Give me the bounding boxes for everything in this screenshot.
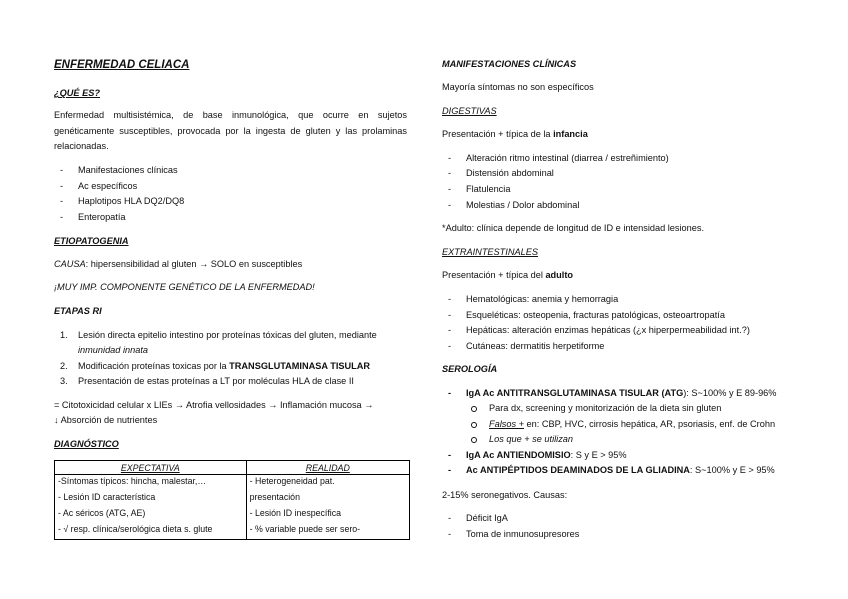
table-cell: - Lesión ID característica bbox=[55, 491, 247, 507]
table-row bbox=[55, 475, 410, 492]
sero-1-sub-2 bbox=[489, 419, 775, 429]
table-cell: - Lesión ID inespecífica bbox=[246, 507, 409, 523]
causa-text: : hipersensibilidad al gluten → SOLO en susceptibles bbox=[85, 259, 303, 269]
etapa-2 bbox=[78, 361, 370, 371]
sero-item-1 bbox=[466, 388, 776, 398]
dig-pres-bold: infancia bbox=[553, 129, 588, 139]
table-cell: - % variable puede ser sero- bbox=[246, 523, 409, 540]
table-cell: -Síntomas típicos: hincha, malestar,… bbox=[55, 475, 247, 492]
mayoria-text: Mayoría síntomas no son específicos bbox=[442, 82, 594, 92]
list-item: Distensión abdominal bbox=[466, 168, 554, 178]
sero-1-sub-1: Para dx, screening y monitorización de la dieta sin gluten bbox=[489, 403, 722, 413]
list-number: 1. bbox=[60, 330, 68, 340]
cascade-line-1: = Citotoxicidad celular x LIEs → Atrofia vellosidades → Inflamación mucosa → bbox=[54, 400, 374, 410]
bullet-dash: - bbox=[60, 165, 64, 175]
cascade-line-2: ↓ Absorción de nutrientes bbox=[54, 415, 158, 425]
list-item: Molestias / Dolor abdominal bbox=[466, 200, 580, 210]
table-cell: - √ resp. clínica/serológica dieta s. glute bbox=[55, 523, 247, 540]
table-cell: - Ac séricos (ATG, AE) bbox=[55, 507, 247, 523]
list-item: Manifestaciones clínicas bbox=[78, 165, 178, 175]
adulto-note: *Adulto: clínica depende de longitud de ID e intensidad lesiones. bbox=[442, 223, 705, 233]
bullet-dash: - bbox=[60, 196, 64, 206]
bullet-dash: - bbox=[448, 465, 452, 475]
extra-pres-bold: adulto bbox=[545, 270, 573, 280]
sero-2-bold: IgA Ac ANTIENDOMISIO bbox=[466, 450, 571, 460]
extraintestinales-heading: EXTRAINTESTINALES bbox=[442, 247, 538, 257]
list-item: Cutáneas: dermatitis herpetiforme bbox=[466, 341, 605, 351]
etapa-2-bold: TRANSGLUTAMINASA TISULAR bbox=[229, 361, 371, 371]
etapa-1-italic: inmunidad innata bbox=[78, 345, 148, 355]
list-item: Haplotipos HLA DQ2/DQ8 bbox=[78, 196, 185, 206]
list-item: Déficit IgA bbox=[466, 513, 508, 523]
bullet-dash: - bbox=[448, 310, 452, 320]
extra-presentation bbox=[442, 270, 573, 280]
bullet-dash: - bbox=[60, 181, 64, 191]
list-item: Flatulencia bbox=[466, 184, 511, 194]
digestivas-heading: DIGESTIVAS bbox=[442, 106, 497, 116]
bullet-dash: - bbox=[448, 168, 452, 178]
bullet-dash: - bbox=[448, 341, 452, 351]
list-number: 3. bbox=[60, 376, 68, 386]
diagnosis-table bbox=[54, 460, 410, 540]
list-item: Enteropatía bbox=[78, 212, 126, 222]
dig-pres-text: Presentación + típica de la bbox=[442, 129, 554, 139]
list-number: 2. bbox=[60, 361, 68, 371]
table-row bbox=[55, 507, 410, 523]
circle-bullet-icon bbox=[471, 437, 477, 443]
table-header-row bbox=[55, 461, 410, 475]
sero-1-bold: IgA Ac ANTITRANSGLUTAMINASA TISULAR (ATG bbox=[466, 388, 684, 398]
list-item: Toma de inmunosupresores bbox=[466, 529, 580, 539]
falsos-positivos-label: Falsos + bbox=[489, 419, 524, 429]
genetic-note: ¡MUY IMP. COMPONENTE GENÉTICO DE LA ENFERMEDAD! bbox=[54, 282, 315, 292]
circle-bullet-icon bbox=[471, 406, 477, 412]
bullet-dash: - bbox=[448, 529, 452, 539]
page-title: ENFERMEDAD CELIACA bbox=[54, 59, 190, 71]
bullet-dash: - bbox=[60, 212, 64, 222]
bullet-dash: - bbox=[448, 513, 452, 523]
sero-3-bold: Ac ANTIPÉPTIDOS DEAMINADOS DE LA GLIADINA bbox=[466, 465, 690, 475]
etapa-3-text: Presentación de estas proteínas a LT por moléculas HLA de clase II bbox=[78, 376, 354, 386]
sero-2-rest: : S y E > 95% bbox=[570, 450, 627, 460]
bullet-dash: - bbox=[448, 294, 452, 304]
causa-label: CAUSA bbox=[54, 259, 86, 269]
etiopatogenia-heading: ETIOPATOGENIA bbox=[54, 236, 129, 246]
causa-line bbox=[54, 259, 302, 269]
circle-bullet-icon bbox=[471, 422, 477, 428]
diagnostico-heading: DIAGNÓSTICO bbox=[54, 439, 119, 449]
list-item: Esqueléticas: osteopenia, fracturas patológicas, osteoartropatía bbox=[466, 310, 725, 320]
table-row bbox=[55, 491, 410, 507]
sero-item-3 bbox=[466, 465, 775, 475]
falsos-positivos-text: en: CBP, HVC, cirrosis hepática, AR, psoriasis, enf. de Crohn bbox=[523, 419, 776, 429]
table-row bbox=[55, 523, 410, 540]
list-item: Hematológicas: anemia y hemorragia bbox=[466, 294, 619, 304]
sero-item-2 bbox=[466, 450, 627, 460]
bullet-dash: - bbox=[448, 325, 452, 335]
bullet-dash: - bbox=[448, 153, 452, 163]
bullet-dash: - bbox=[448, 450, 452, 460]
serologia-heading: SEROLOGÍA bbox=[442, 364, 498, 374]
bullet-dash: - bbox=[448, 184, 452, 194]
list-item: Alteración ritmo intestinal (diarrea / estreñimiento) bbox=[466, 153, 669, 163]
etapas-heading: ETAPAS RI bbox=[54, 306, 102, 316]
list-item: Hepáticas: alteración enzimas hepáticas (¿x hiperpermeabilidad int.?) bbox=[466, 325, 750, 335]
definition-paragraph: Enfermedad multisistémica, de base inmunológica, que ocurre en sujetos genéticamente susceptibles, provocada por la ingesta de gluten y las prolaminas relacionadas. bbox=[54, 110, 407, 151]
table-cell: presentación bbox=[246, 491, 409, 507]
list-item: Ac específicos bbox=[78, 181, 138, 191]
bullet-dash: - bbox=[448, 200, 452, 210]
sero-1-rest: ): S~100% y E 89-96% bbox=[683, 388, 777, 398]
que-es-heading: ¿QUÉ ES? bbox=[54, 88, 100, 98]
extra-pres-text: Presentación + típica del bbox=[442, 270, 546, 280]
manifestaciones-heading: MANIFESTACIONES CLÍNICAS bbox=[442, 59, 577, 69]
table-header: REALIDAD bbox=[246, 461, 409, 475]
bullet-dash: - bbox=[448, 388, 452, 398]
digestivas-presentation bbox=[442, 129, 588, 139]
seronegativos-text: 2-15% seronegativos. Causas: bbox=[442, 490, 568, 500]
etapa-2-text: Modificación proteínas toxicas por la bbox=[78, 361, 230, 371]
sero-1-sub-3: Los que + se utilizan bbox=[489, 434, 574, 444]
table-header: EXPECTATIVA bbox=[55, 461, 247, 475]
etapa-1-text: Lesión directa epitelio intestino por proteínas tóxicas del gluten, mediante bbox=[78, 330, 377, 340]
table-cell: - Heterogeneidad pat. bbox=[246, 475, 409, 492]
sero-3-rest: : S~100% y E > 95% bbox=[689, 465, 775, 475]
